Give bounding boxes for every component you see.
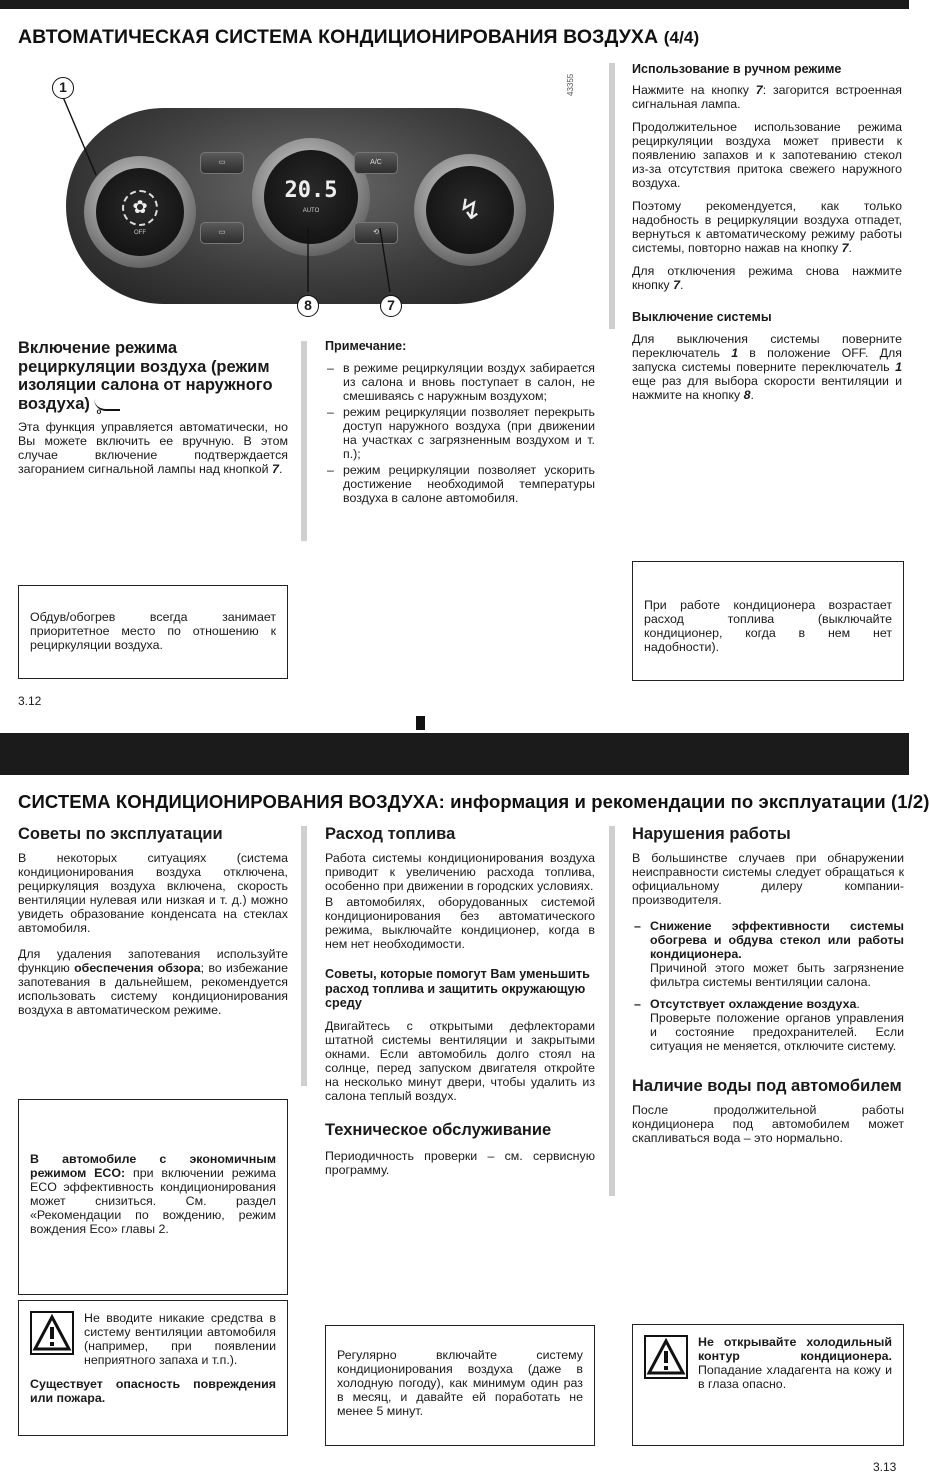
warning-bold-text: Существует опасность повреждения или пожара. (30, 1377, 276, 1405)
recirculation-icon: o (94, 397, 120, 411)
column-divider (609, 826, 615, 1196)
manual-mode-text: Для отключения режима снова нажмите кнопку 7. (632, 264, 902, 292)
ac-button: A/C (354, 152, 398, 174)
page-number: 3.13 (873, 1460, 897, 1474)
maintenance-heading: Техническое обслуживание (325, 1120, 552, 1139)
malfunctions-heading: Нарушения работы (632, 825, 791, 843)
operation-tips-section (18, 825, 288, 1026)
page-title: АВТОМАТИЧЕСКАЯ СИСТЕМА КОНДИЦИОНИРОВАНИЯ ВОЗДУХА (4/4) (18, 26, 700, 48)
malfunctions-text: В большинстве случаев при обнаружении неисправности системы следует обращаться к официальному дилеру компании-производителя. (632, 851, 904, 907)
maintenance-text: Периодичность проверки – см. сервисную программу. (325, 1148, 595, 1177)
malfunction-item: – Отсутствует охлаждение воздуха. Проверьте положение органов управления и состояние предохранителей. Если ситуация не меняется, отключите систему. (632, 997, 904, 1053)
eco-mode-box: В автомобиле с экономичным режимом ECO: при включении режима ECO эффективность кондиционирования может снизиться. См. раздел «Рекомендации по вождению, режим вождения Eco» главы 2. (18, 1099, 288, 1295)
warning-box-refrigerant (632, 1324, 904, 1446)
auto-label: AUTO (302, 208, 320, 214)
warning-icon (644, 1335, 688, 1379)
operation-tips-text: Для удаления запотевания используйте функцию обеспечения обзора; во избежание запотевания в дальнейшем, рекомендуется использовать систему кондиционирования воздуха в автоматическом режиме. (18, 947, 288, 1017)
fuel-consumption-section (325, 825, 595, 1186)
eco-tips-title: Советы, которые помогут Вам уменьшить расход топлива и защитить окружающую среду (325, 967, 590, 1010)
page-number: 3.12 (18, 694, 42, 708)
manual-mode-text: Нажмите на кнопку 7: загорится встроенная сигнальная лампа. (632, 83, 902, 111)
water-heading: Наличие воды под автомобилем (632, 1077, 902, 1095)
top-bar (0, 733, 909, 775)
info-box-priority: Обдув/обогрев всегда занимает приоритетное место по отношению к рециркуляции воздуха. (18, 585, 288, 679)
malfunctions-section (632, 825, 904, 1154)
warning-text: Не вводите никакие средства в систему вентиляции автомобиля (например, при появлении неприятного запаха и т.п.). (84, 1311, 276, 1367)
warning-text: Не открывайте холодильный контур кондиционера. Попадание хладагента на кожу и в глаза опасно. (698, 1335, 892, 1391)
column-divider (301, 826, 307, 1086)
page-title: СИСТЕМА КОНДИЦИОНИРОВАНИЯ ВОЗДУХА: информация и рекомендации по эксплуатации (1/2) (18, 791, 930, 812)
operation-tips-text: В некоторых ситуациях (система кондиционирования воздуха отключена, рециркуляция воздуха включена, скорость вентиляции нулевая или низкая и т. д.) можно увидеть образование конденсата на стеклах автомобиля. (18, 851, 288, 935)
malfunction-item: – Снижение эффективности системы обогрева и обдува стекол или работы кондиционера. Причиной этого может быть загрязнение фильтра системы вентиляции салона. (632, 919, 904, 989)
note-title: Примечание: (325, 339, 407, 353)
note-item: – режим рециркуляции позволяет ускорить достижение необходимой температуры воздуха в салоне автомобиля. (325, 463, 595, 505)
manual-mode-text: Продолжительное использование режима рециркуляции воздуха может привести к появлению запахов и к запотеванию стекол из-за отсутствия притока свежего наружного воздуха. (632, 120, 902, 190)
water-text: После продолжительной работы кондиционера под автомобилем может скапливаться вода – это нормально. (632, 1103, 904, 1145)
callout-lines (0, 0, 600, 330)
note-item: – в режиме рециркуляции воздух забирается из салона и вновь поступает в салон, не смешиваясь с наружным воздухом; (325, 361, 595, 403)
system-off-title: Выключение системы (632, 310, 772, 324)
warning-icon (30, 1311, 74, 1355)
manual-mode-title: Использование в ручном режиме (632, 62, 842, 76)
column-divider (609, 63, 615, 329)
callout-8: 8 (297, 295, 319, 317)
column-divider (301, 341, 307, 541)
recirculation-button: ⟲ (354, 222, 398, 244)
manual-mode-text: Поэтому рекомендуется, как только надобность в рециркуляции воздуха отпадет, вернуться к автоматическому режиму работы системы, повторно нажав на кнопку 7. (632, 199, 902, 255)
rear-defrost-button: ▭ (200, 152, 244, 174)
fuel-consumption-text: В автомобилях, оборудованных системой кондиционирования без автоматического режима, выключайте кондиционер, когда в нем нет необходимости. (325, 895, 595, 951)
warning-box-ventilation (18, 1300, 288, 1436)
fuel-consumption-text: Работа системы кондиционирования воздуха приводит к увеличению расхода топлива, особенно при движении в городских условиях. (325, 851, 595, 893)
callout-1: 1 (52, 77, 74, 99)
info-box-fuel: При работе кондиционера возрастает расход топлива (выключайте кондиционер, когда в нем нет надобности). (632, 561, 904, 681)
air-flow-icon: ↯ (458, 194, 482, 225)
note-section (325, 339, 595, 507)
temperature-display: 20.5 (284, 178, 338, 203)
callout-7: 7 (380, 295, 402, 317)
system-off-text: Для выключения системы поверните переключатель 1 в положение OFF. Для запуска системы поверните переключатель 1 еще раз для выбора скорости вентиляции и нажмите на кнопку 8. (632, 332, 902, 402)
page-separator-mark (416, 716, 425, 730)
eco-tips-text: Двигайтесь с открытыми дефлекторами штатной системы вентиляции и закрытыми окнами. Если автомобиль долго стоял на солнце, перед запуском двигателя откройте на несколько минут двери, чтобы удалить из салона теплый воздух. (325, 1018, 595, 1103)
fan-speed-knob: ✿ OFF (84, 156, 196, 268)
info-box-regular-use: Регулярно включайте систему кондиционирования воздуха (даже в холодную погоду), как минимум один раз в месяц, и давайте ей поработать не менее 5 минут. (325, 1325, 595, 1446)
recirculation-heading: Включение режима рециркуляции воздуха (режим изоляции салона от наружного воздуха) o (18, 339, 273, 417)
recirculation-section (18, 339, 288, 485)
manual-mode-section (632, 62, 902, 411)
defog-button: ▭ (200, 222, 244, 244)
image-code: 43355 (566, 73, 575, 96)
fuel-consumption-heading: Расход топлива (325, 825, 456, 843)
off-label: OFF (134, 230, 146, 236)
recirculation-text: Эта функция управляется автоматически, но Вы можете включить ее вручную. В этом случае включение подтверждается загоранием сигнальной лампы над кнопкой 7. (18, 420, 288, 476)
note-item: – режим рециркуляции позволяет перекрыть доступ наружного воздуха (при движении на участках с загрязненным воздухом и т. п.); (325, 405, 595, 461)
operation-tips-heading: Советы по эксплуатации (18, 825, 223, 843)
